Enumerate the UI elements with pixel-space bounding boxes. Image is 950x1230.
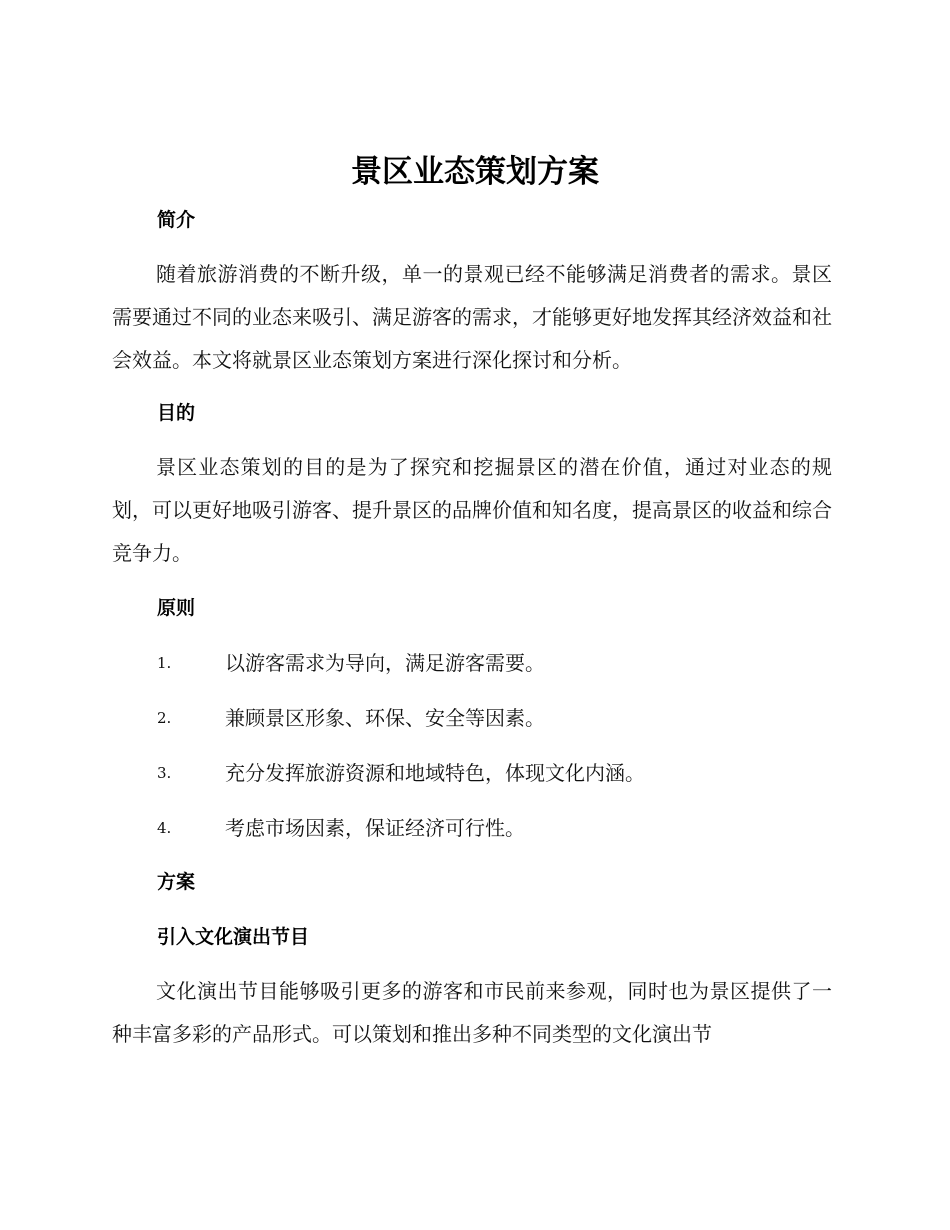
list-number: 2.	[157, 709, 172, 727]
principle-list-item	[157, 703, 837, 733]
list-text: 以游客需求为导向，满足游客需要。	[225, 651, 545, 675]
principle-list-item	[157, 648, 837, 678]
list-number: 3.	[157, 764, 172, 782]
list-number: 1.	[157, 654, 172, 672]
document-title: 景区业态策划方案	[351, 154, 599, 190]
section-heading-purpose: 目的	[157, 402, 196, 424]
subsection-heading-cultural-performance: 引入文化演出节目	[157, 926, 310, 948]
section-heading-plan: 方案	[157, 871, 196, 893]
list-text: 充分发挥旅游资源和地域特色，体现文化内涵。	[225, 761, 645, 785]
purpose-paragraph: 景区业态策划的目的是为了探究和挖掘景区的潜在价值，通过对业态的规划，可以更好地吸引游客、提升景区的品牌价值和知名度，提高景区的收益和综合竞争力。	[112, 455, 832, 565]
section-heading-intro: 简介	[157, 209, 196, 231]
section-heading-principles: 原则	[157, 597, 196, 619]
intro-paragraph: 随着旅游消费的不断升级，单一的景观已经不能够满足消费者的需求。景区需要通过不同的业态来吸引、满足游客的需求，才能够更好地发挥其经济效益和社会效益。本文将就景区业态策划方案进行深化探讨和分析。	[112, 262, 832, 372]
principle-list-item	[157, 758, 837, 788]
plan-paragraph: 文化演出节目能够吸引更多的游客和市民前来参观，同时也为景区提供了一种丰富多彩的产品形式。可以策划和推出多种不同类型的文化演出节	[112, 979, 832, 1046]
list-text: 兼顾景区形象、环保、安全等因素。	[225, 706, 545, 730]
list-text: 考虑市场因素，保证经济可行性。	[225, 816, 525, 840]
list-number: 4.	[157, 819, 172, 837]
principle-list-item	[157, 813, 837, 843]
